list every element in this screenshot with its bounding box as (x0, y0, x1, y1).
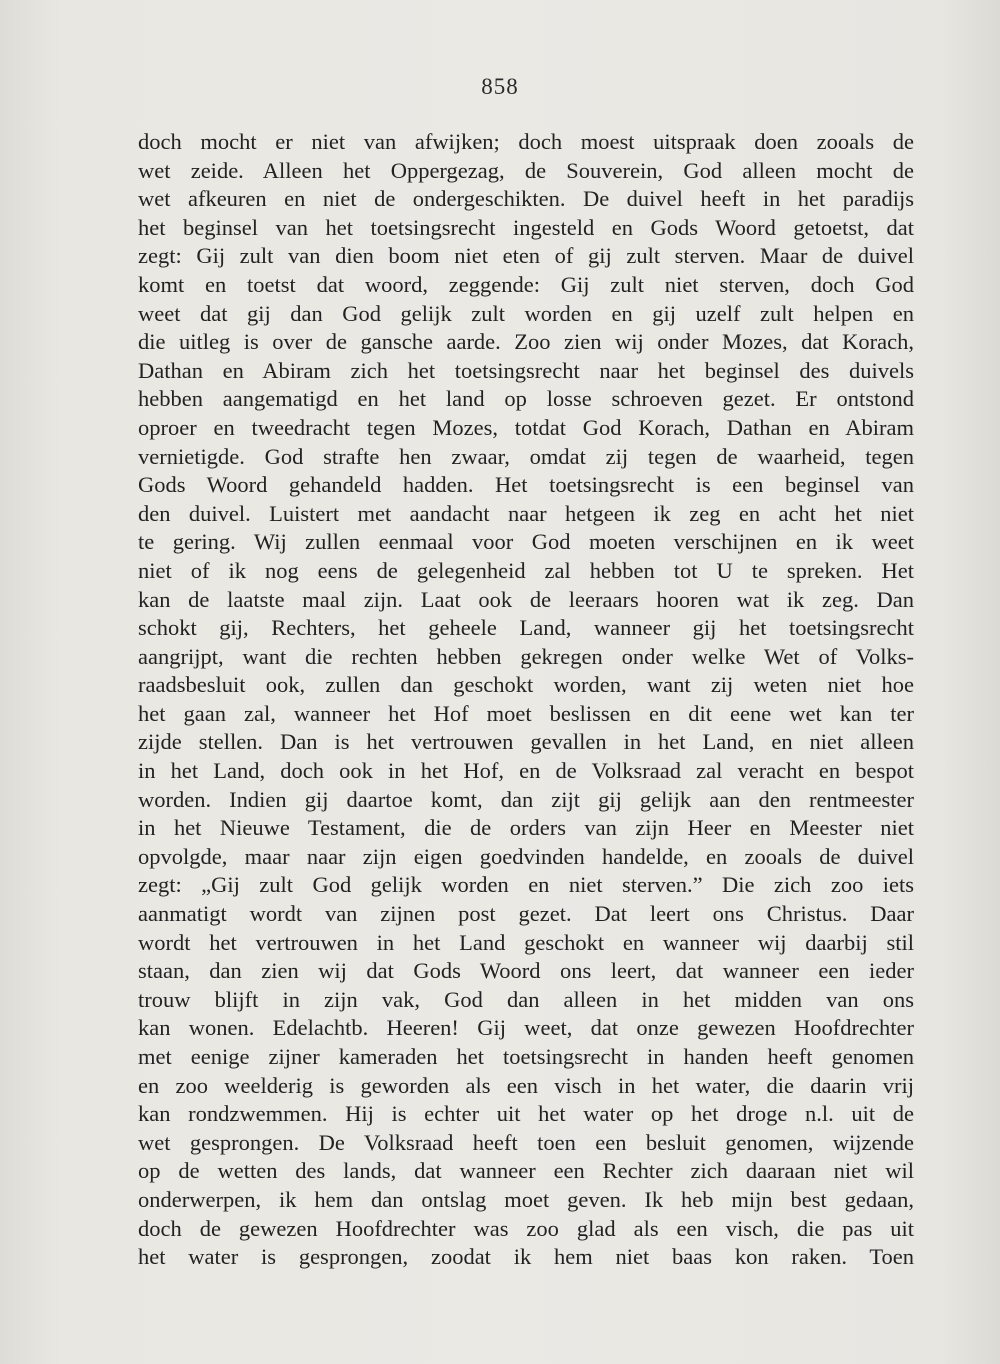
text-line: het beginsel van het toetsingsrecht ingesteld en Gods Woord getoetst, dat (138, 214, 914, 240)
text-line: den duivel. Luistert met aandacht naar hetgeen ik zeg en acht het niet (138, 500, 914, 526)
text-line: in het Nieuwe Testament, die de orders van zijn Heer en Meester niet (138, 815, 914, 841)
text-line: met eenige zijner kameraden het toetsingsrecht in handen heeft genomen (138, 1044, 914, 1069)
text-line: doch mocht er niet van afwijken; doch moest uitspraak doen zooals de (138, 129, 914, 154)
text-line: worden. Indien gij daartoe komt, dan zijt gij gelijk aan den rentmeester (138, 786, 914, 812)
text-line: hebben aangematigd en het land op losse schroeven gezet. Er ontstond (138, 386, 914, 412)
text-line: en zoo weelderig is geworden als een visch in het water, die daarin vrij (138, 1072, 914, 1098)
text-line: kan de laatste maal zijn. Laat ook de leeraars hooren wat ik zeg. Dan (138, 586, 914, 612)
text-line: wet afkeuren en niet de ondergeschikten. De duivel heeft in het paradijs (138, 186, 914, 212)
text-line: Dathan en Abiram zich het toetsingsrecht naar het beginsel des duivels (138, 357, 914, 383)
text-line: onderwerpen, ik hem dan ontslag moet geven. Ik heb mijn best gedaan, (138, 1186, 914, 1212)
text-line: aanmatigt wordt van zijnen post gezet. Dat leert ons Christus. Daar (138, 901, 914, 927)
text-line: vernietigde. God strafte hen zwaar, omdat zij tegen de waarheid, tegen (138, 443, 914, 469)
text-line: op de wetten des lands, dat wanneer een Rechter zich daaraan niet wil (138, 1158, 914, 1184)
text-line: weet dat gij dan God gelijk zult worden en gij uzelf zult helpen en (138, 300, 914, 326)
text-line: staan, dan zien wij dat Gods Woord ons leert, dat wanneer een ieder (138, 958, 914, 984)
text-line: oproer en tweedracht tegen Mozes, totdat God Korach, Dathan en Abiram (138, 414, 914, 440)
text-line: het gaan zal, wanneer het Hof moet beslissen en dit eene wet kan ter (138, 700, 914, 726)
text-line: zegt: Gij zult van dien boom niet eten of gij zult sterven. Maar de duivel (138, 243, 914, 269)
text-line: aangrijpt, want die rechten hebben gekregen onder welke Wet of Volks- (138, 643, 914, 669)
text-line: schokt gij, Rechters, het geheele Land, wanneer gij het toetsingsrecht (138, 615, 914, 641)
text-line: niet of ik nog eens de gelegenheid zal hebben tot U te spreken. Het (138, 557, 914, 583)
text-line: te gering. Wij zullen eenmaal voor God moeten verschijnen en ik weet (138, 529, 914, 555)
text-line: doch de gewezen Hoofdrechter was zoo glad als een visch, die pas uit (138, 1215, 914, 1241)
text-line: komt en toetst dat woord, zeggende: Gij zult niet sterven, doch God (138, 271, 914, 297)
text-line: Gods Woord gehandeld hadden. Het toetsingsrecht is een beginsel van (138, 472, 914, 498)
text-line: trouw blijft in zijn vak, God dan alleen in het midden van ons (138, 986, 914, 1012)
text-line: kan wonen. Edelachtb. Heeren! Gij weet, dat onze gewezen Hoofdrechter (138, 1015, 914, 1041)
text-line: in het Land, doch ook in het Hof, en de Volksraad zal veracht en bespot (138, 758, 914, 784)
text-line: wet zeide. Alleen het Oppergezag, de Souverein, God alleen mocht de (138, 157, 914, 183)
text-line: wet gesprongen. De Volksraad heeft toen een besluit genomen, wijzende (138, 1129, 914, 1155)
text-line: zijde stellen. Dan is het vertrouwen gevallen in het Land, en niet alleen (138, 729, 914, 755)
body-text (138, 128, 914, 1272)
text-line: wordt het vertrouwen in het Land geschokt en wanneer wij daarbij stil (138, 929, 914, 955)
text-line: kan rondzwemmen. Hij is echter uit het water op het droge n.l. uit de (138, 1101, 914, 1127)
page-number: 858 (481, 74, 519, 99)
text-line: opvolgde, maar naar zijn eigen goedvinden handelde, en zooals de duivel (138, 843, 914, 869)
text-line: het water is gesprongen, zoodat ik hem niet baas kon raken. Toen (138, 1244, 914, 1270)
text-line: raadsbesluit ook, zullen dan geschokt worden, want zij weten niet hoe (138, 672, 914, 698)
text-line: zegt: „Gij zult God gelijk worden en niet sterven.” Die zich zoo iets (138, 872, 914, 898)
text-line: die uitleg is over de gansche aarde. Zoo zien wij onder Mozes, dat Korach, (138, 329, 914, 355)
